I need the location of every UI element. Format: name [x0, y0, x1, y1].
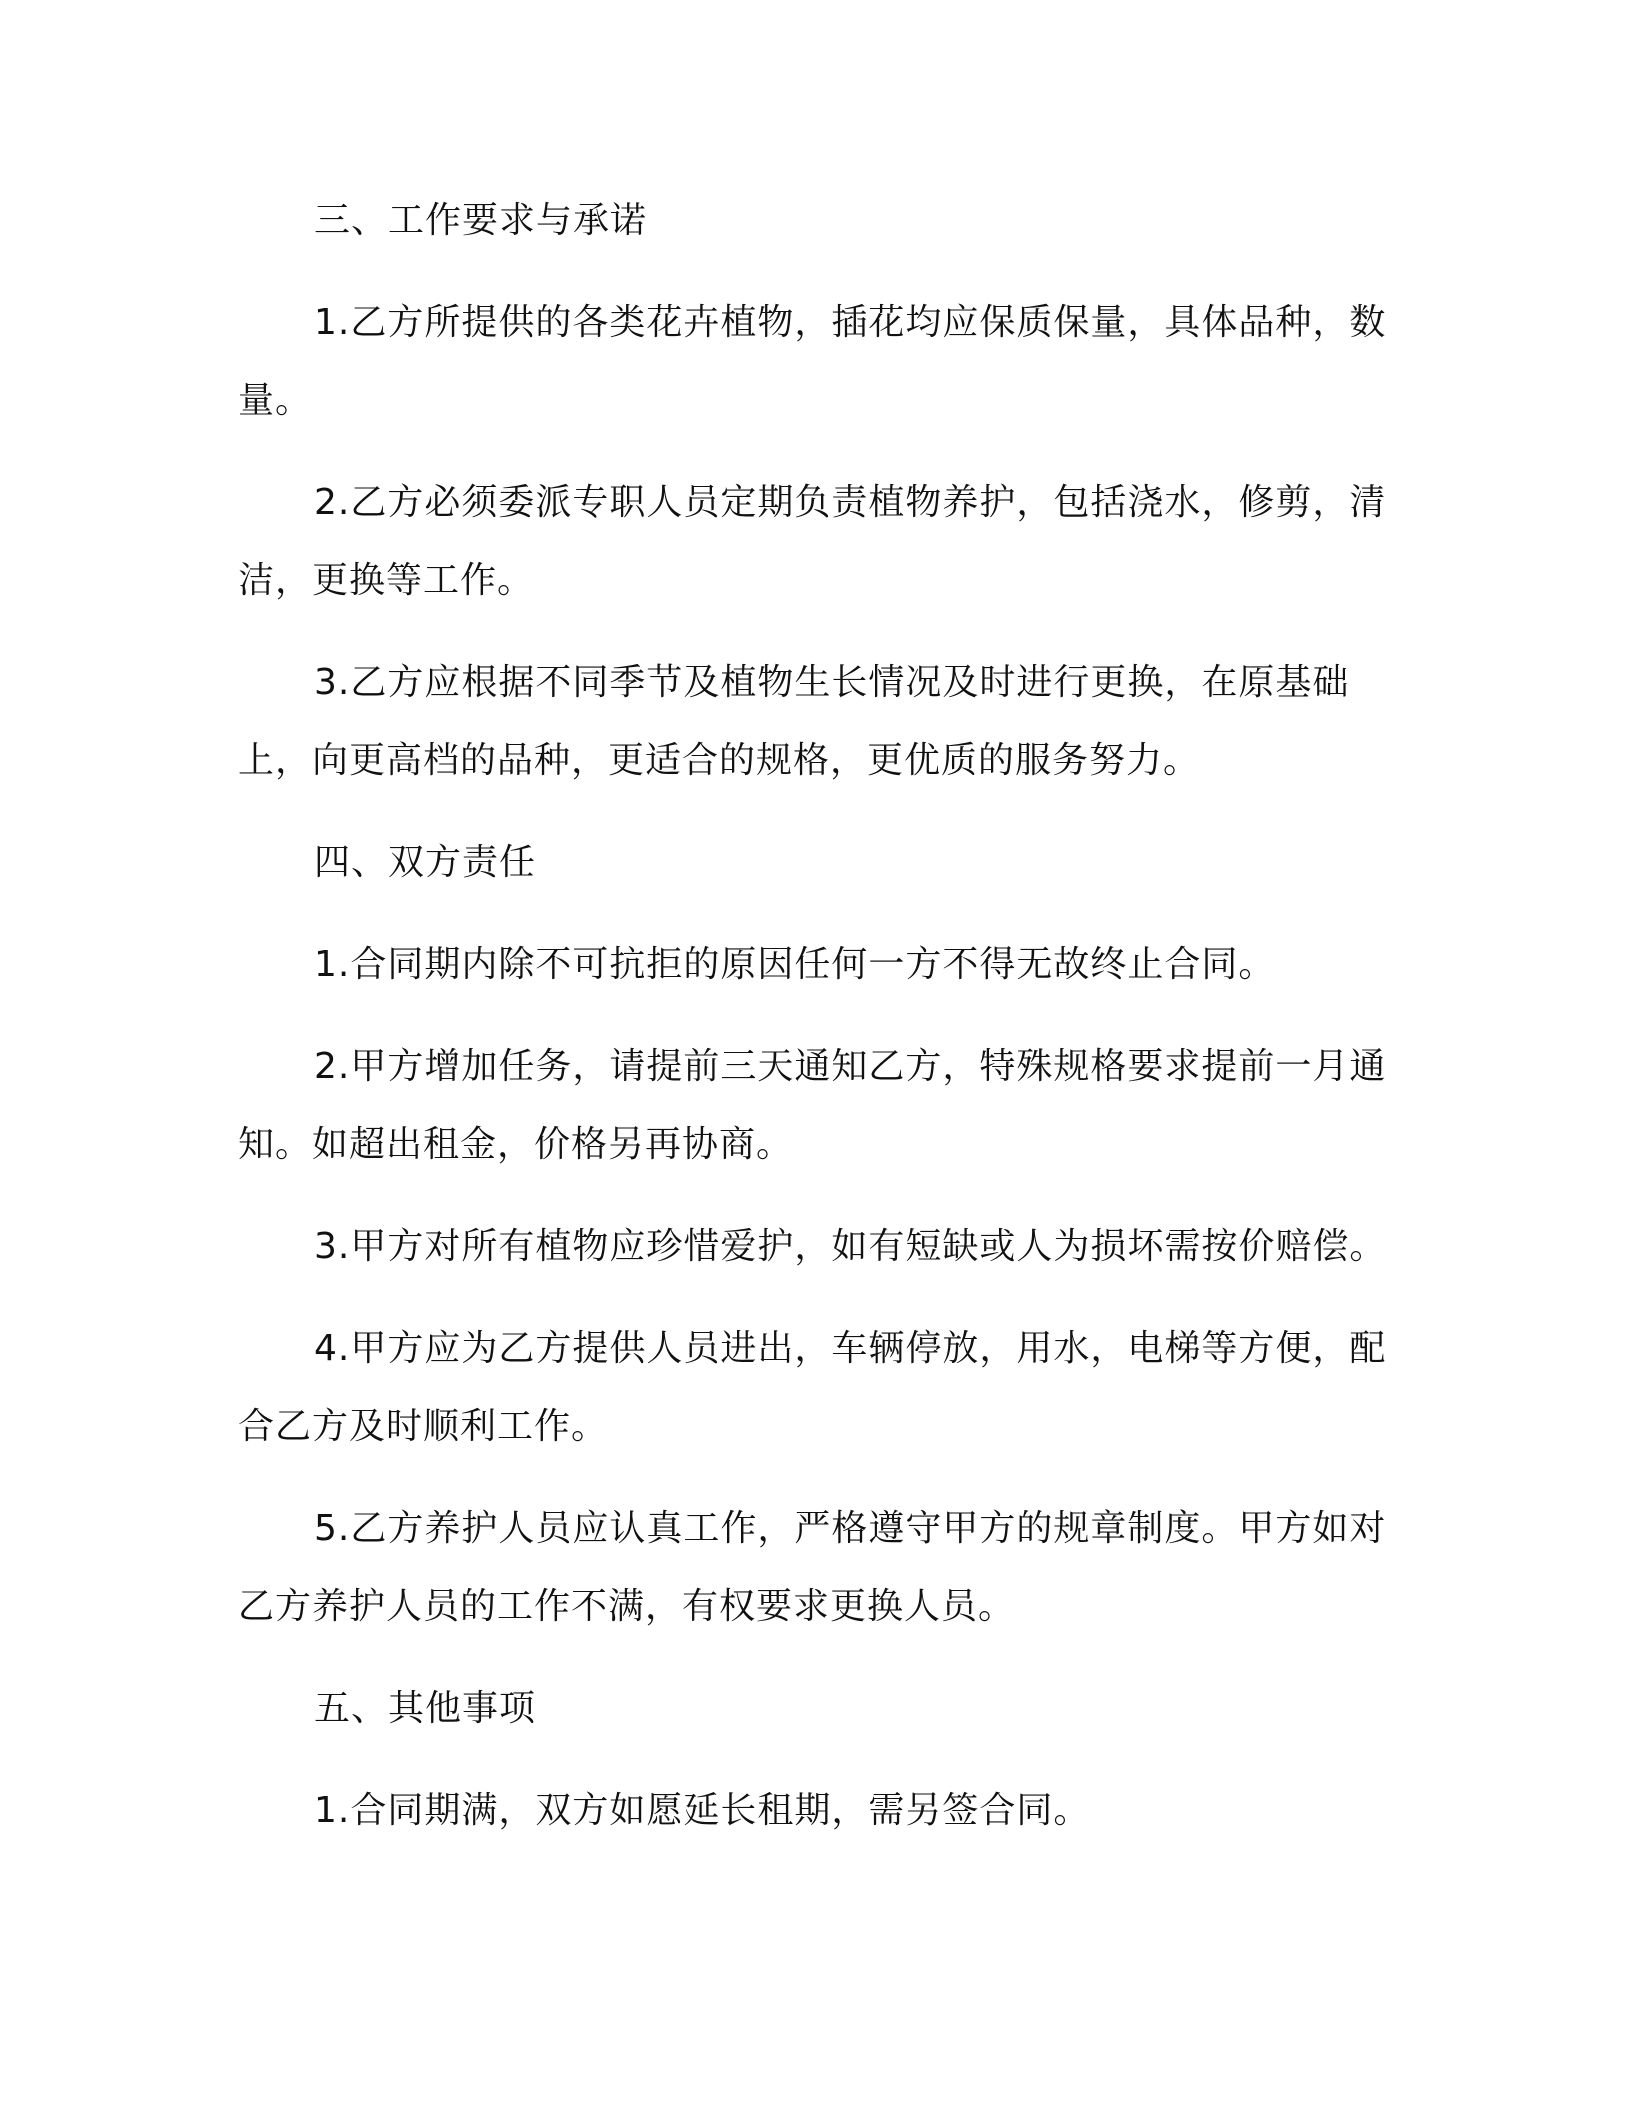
clause-4-4: 4.甲方应为乙方提供人员进出，车辆停放，用水，电梯等方便，配合乙方及时顺利工作。	[238, 1328, 1387, 1447]
section-heading-other-matters: 五、其他事项	[314, 1688, 537, 1729]
clause-3-1: 1.乙方所提供的各类花卉植物，插花均应保质保量，具体品种，数量。	[238, 302, 1387, 421]
clause-3-2: 2.乙方必须委派专职人员定期负责植物养护，包括浇水，修剪，清洁，更换等工作。	[238, 482, 1387, 601]
clause-5-1: 1.合同期满，双方如愿延长租期，需另签合同。	[314, 1790, 1091, 1831]
clause-4-2: 2.甲方增加任务，请提前三天通知乙方，特殊规格要求提前一月通知。如超出租金，价格另再协商。	[238, 1046, 1387, 1165]
clause-4-1: 1.合同期内除不可抗拒的原因任何一方不得无故终止合同。	[314, 944, 1276, 985]
clause-4-3: 3.甲方对所有植物应珍惜爱护，如有短缺或人为损坏需按价赔偿。	[314, 1226, 1387, 1267]
section-heading-responsibilities: 四、双方责任	[314, 842, 537, 883]
section-heading-work-requirements: 三、工作要求与承诺	[314, 200, 648, 241]
clause-4-5: 5.乙方养护人员应认真工作，严格遵守甲方的规章制度。甲方如对乙方养护人员的工作不满，有权要求更换人员。	[238, 1508, 1387, 1627]
document-body	[238, 182, 1398, 1874]
clause-3-3: 3.乙方应根据不同季节及植物生长情况及时进行更换，在原基础上，向更高档的品种，更适合的规格，更优质的服务努力。	[238, 662, 1350, 781]
